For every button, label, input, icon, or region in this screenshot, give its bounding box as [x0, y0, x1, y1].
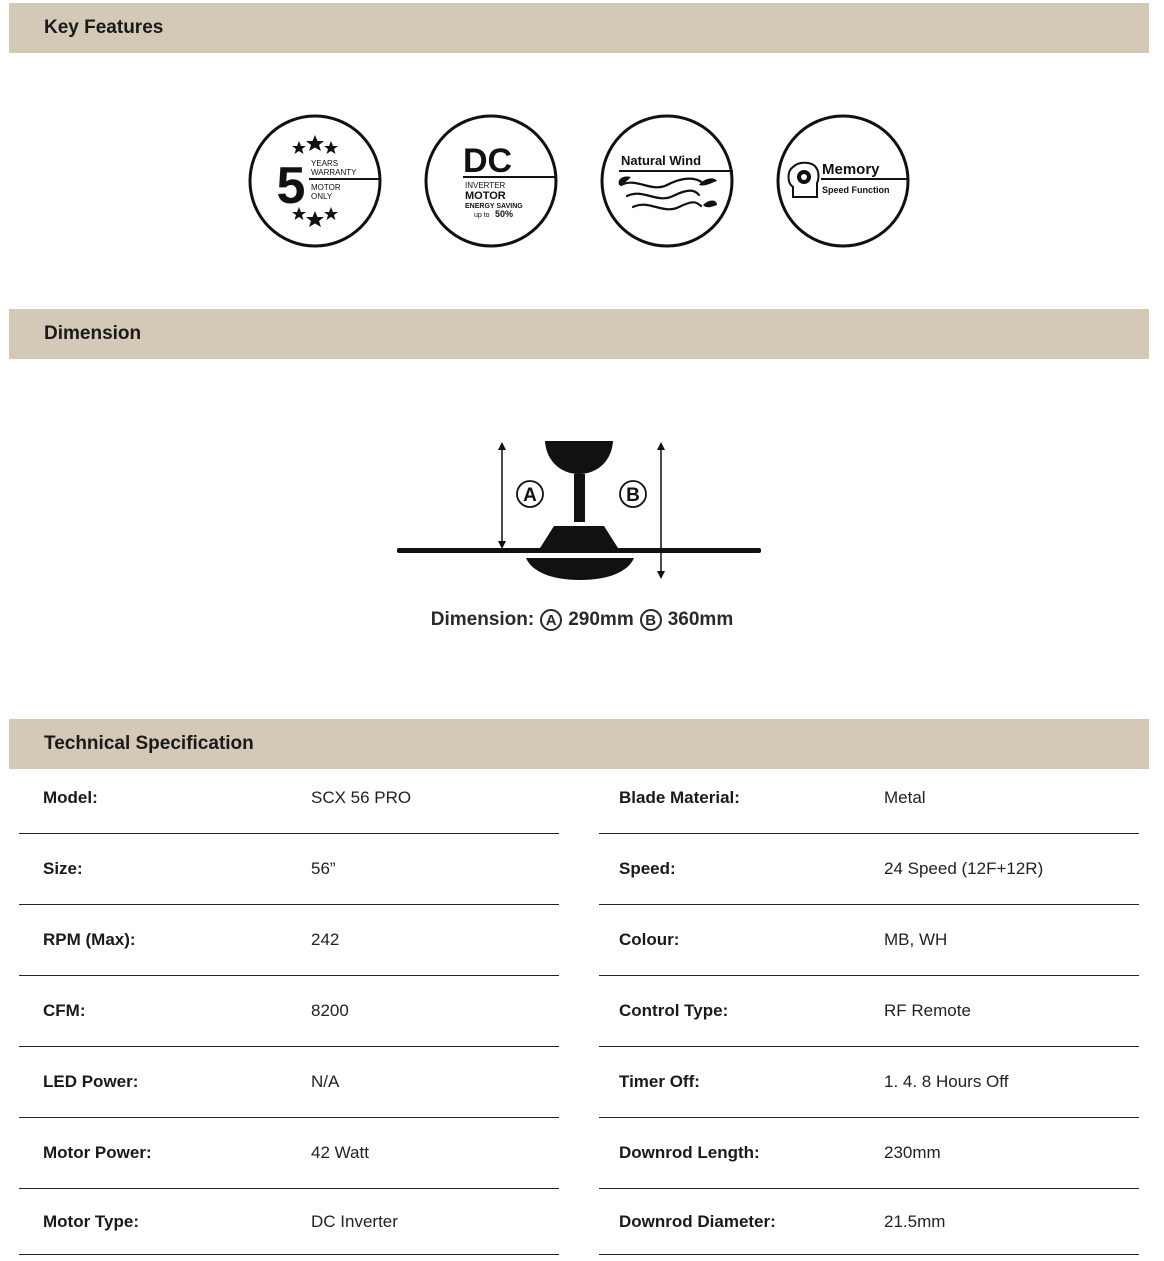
- table-row: [599, 834, 1139, 905]
- spec-label: LED Power:: [43, 1072, 139, 1091]
- natural-wind-badge: [599, 113, 735, 249]
- table-row: [599, 905, 1139, 976]
- spec-value: 1. 4. 8 Hours Off: [884, 1072, 1009, 1091]
- dc-line4b: 50%: [495, 209, 514, 219]
- spec-label: RPM (Max):: [43, 930, 136, 949]
- key-features-title: Key Features: [44, 17, 164, 38]
- spec-value: 24 Speed (12F+12R): [884, 859, 1044, 878]
- spec-value: RF Remote: [884, 1001, 971, 1020]
- table-row: [19, 976, 559, 1047]
- spec-table-left: [19, 763, 559, 1255]
- spec-value: SCX 56 PRO: [311, 788, 412, 807]
- spec-label: CFM:: [43, 1001, 86, 1020]
- natural-wind-title: Natural Wind: [621, 153, 702, 168]
- warranty-badge: [247, 113, 383, 249]
- table-row: [599, 1189, 1139, 1255]
- table-row: [599, 976, 1139, 1047]
- dimension-caption-prefix: Dimension:: [430, 609, 535, 630]
- dc-line2: MOTOR: [465, 190, 506, 202]
- warranty-line4: ONLY: [311, 192, 333, 201]
- spec-value: 230mm: [884, 1143, 941, 1162]
- table-row: [19, 834, 559, 905]
- caption-value-a: 290mm: [568, 609, 634, 630]
- key-features-header: [9, 3, 1149, 53]
- warranty-line1: YEARS: [311, 159, 339, 168]
- spec-value: 21.5mm: [884, 1211, 946, 1231]
- tech-spec-header: [9, 719, 1149, 769]
- dimension-caption: [0, 609, 1164, 631]
- memory-subtitle: Speed Function: [822, 185, 890, 195]
- spec-value: 42 Watt: [311, 1143, 369, 1162]
- table-row: [19, 763, 559, 834]
- spec-value: Metal: [884, 788, 926, 807]
- natural-wind-badge-icon: [599, 113, 735, 249]
- memory-badge-icon: [775, 113, 911, 249]
- spec-label: Motor Power:: [43, 1143, 152, 1162]
- table-row: [19, 1118, 559, 1189]
- warranty-line2: WARRANTY: [311, 168, 357, 177]
- dc-big-text: DC: [463, 142, 513, 180]
- spec-label: Colour:: [619, 930, 680, 949]
- spec-label: Size:: [43, 859, 83, 878]
- warranty-number: 5: [276, 157, 306, 215]
- fan-dimension-diagram: [390, 434, 770, 594]
- spec-label: Speed:: [619, 859, 676, 878]
- dimension-title: Dimension: [44, 323, 142, 344]
- caption-label-a: A: [540, 609, 562, 631]
- dimension-header: [9, 309, 1149, 359]
- table-row: [19, 1189, 559, 1255]
- memory-badge: [775, 113, 911, 249]
- fan-diagram-icon: [390, 434, 770, 594]
- table-row: [599, 1118, 1139, 1189]
- warranty-badge-icon: [247, 113, 383, 249]
- table-row: [599, 763, 1139, 834]
- spec-label: Timer Off:: [619, 1072, 700, 1091]
- spec-value: MB, WH: [884, 930, 948, 949]
- dc-motor-badge: [423, 113, 559, 249]
- spec-label: Model:: [43, 788, 98, 807]
- dc-line3: ENERGY SAVING: [465, 203, 523, 210]
- spec-label: Blade Material:: [619, 788, 740, 807]
- spec-label: Motor Type:: [43, 1211, 140, 1231]
- dc-line1: INVERTER: [465, 181, 506, 190]
- spec-value: 56”: [311, 859, 336, 878]
- memory-title: Memory: [822, 161, 880, 178]
- spec-value: DC Inverter: [311, 1211, 398, 1231]
- spec-label: Downrod Length:: [619, 1143, 760, 1162]
- diagram-label-b: B: [626, 485, 640, 506]
- spec-value: 8200: [311, 1001, 349, 1020]
- spec-label: Control Type:: [619, 1001, 729, 1020]
- dc-line4a: up to: [474, 212, 490, 219]
- spec-value: N/A: [311, 1072, 340, 1091]
- head-gear-icon: [789, 163, 819, 197]
- diagram-label-a: A: [523, 485, 537, 506]
- table-row: [599, 1047, 1139, 1118]
- table-row: [19, 1047, 559, 1118]
- spec-table-right: [599, 763, 1139, 1255]
- spec-value: 242: [311, 930, 340, 949]
- caption-value-b: 360mm: [667, 609, 734, 630]
- caption-label-b: B: [640, 609, 662, 631]
- tech-spec-title: Technical Specification: [44, 733, 254, 754]
- spec-label: Downrod Diameter:: [619, 1211, 776, 1231]
- table-row: [19, 905, 559, 976]
- warranty-line3: MOTOR: [311, 183, 341, 192]
- dc-motor-badge-icon: [423, 113, 559, 249]
